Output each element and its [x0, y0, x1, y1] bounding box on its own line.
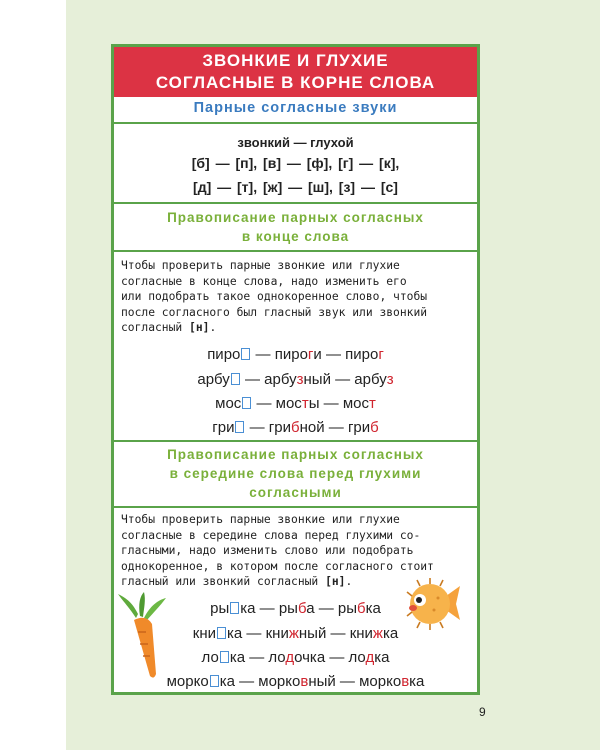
text-line: Чтобы проверить парные звонкие или глухие [121, 513, 400, 526]
example-row: арбу — арбузный — арбуз [197, 371, 394, 388]
section2-title-line1: Правописание парных согласных [167, 210, 424, 225]
text-line: после согласного был гласный звук или звонкий [121, 305, 428, 319]
page-margin [0, 0, 66, 750]
section2-title-line2: в конце слова [241, 229, 350, 244]
section2-text [121, 258, 473, 336]
section3-title-line3: согласными [249, 485, 342, 500]
example-row: пиро — пироги — пирог [207, 346, 384, 363]
section1-title: Парные согласные звуки [193, 100, 398, 116]
text-line: или подобрать такое однокоренное слово, чтобы [121, 290, 428, 303]
example-row: гри — грибной — гриб [212, 419, 379, 436]
text-line: согласные в середине слова перед глухими со- [121, 528, 421, 542]
example-row: мос — мосты — мост [215, 395, 376, 412]
section3-title-line1: Правописание парных согласных [167, 447, 424, 462]
header-line-2: СОГЛАСНЫЕ В КОРНЕ СЛОВА [155, 73, 436, 92]
text-line: Чтобы проверить парные звонкие или глухие [121, 259, 400, 272]
bold-sound: [н] [325, 575, 346, 588]
text-line: гласными, надо изменить слово или подобрать [121, 544, 414, 557]
divider [114, 250, 477, 252]
pairs-row-1: [б] — [п], [в] — [ф], [г] — [к], [191, 155, 400, 171]
text-line: гласный или звонкий согласный [н]. [121, 575, 353, 588]
blank-box [220, 651, 229, 663]
pairs-header: звонкий — глухой [237, 135, 354, 150]
blank-box [230, 602, 239, 614]
example-row: морко ка — морковный — морковка [166, 673, 425, 690]
section3-title-line2: в середине слова перед глухими [169, 466, 422, 481]
section2-title [114, 208, 477, 246]
blank-box [242, 397, 251, 409]
blank-box [210, 675, 219, 687]
blank-box [231, 373, 240, 385]
text-line: согласные в конце слова, надо изменить его [121, 274, 407, 288]
text-line: согласный [н]. [121, 321, 217, 334]
divider [114, 202, 477, 204]
blank-box [241, 348, 250, 360]
example-row: кни ка — книжный — книжка [192, 625, 399, 642]
blank-box [217, 627, 226, 639]
divider [114, 440, 477, 442]
pairs-row-2: [д] — [т], [ж] — [ш], [з] — [с] [193, 179, 398, 195]
card-header [114, 47, 477, 97]
example-row: ло ка — лодочка — лодка [201, 649, 390, 666]
header-line-1: ЗВОНКИЕ И ГЛУХИЕ [202, 51, 389, 70]
section3-title [114, 445, 477, 502]
bold-sound: [н] [189, 321, 210, 334]
divider [114, 122, 477, 124]
carrot-illustration [116, 592, 168, 680]
page-number: 9 [479, 705, 486, 719]
fish-illustration [404, 576, 460, 632]
divider [114, 506, 477, 508]
example-row: ры ка — рыба — рыбка [210, 600, 381, 617]
text-line: однокоренное, в котором после согласного стоит [121, 559, 434, 573]
blank-box [235, 421, 244, 433]
